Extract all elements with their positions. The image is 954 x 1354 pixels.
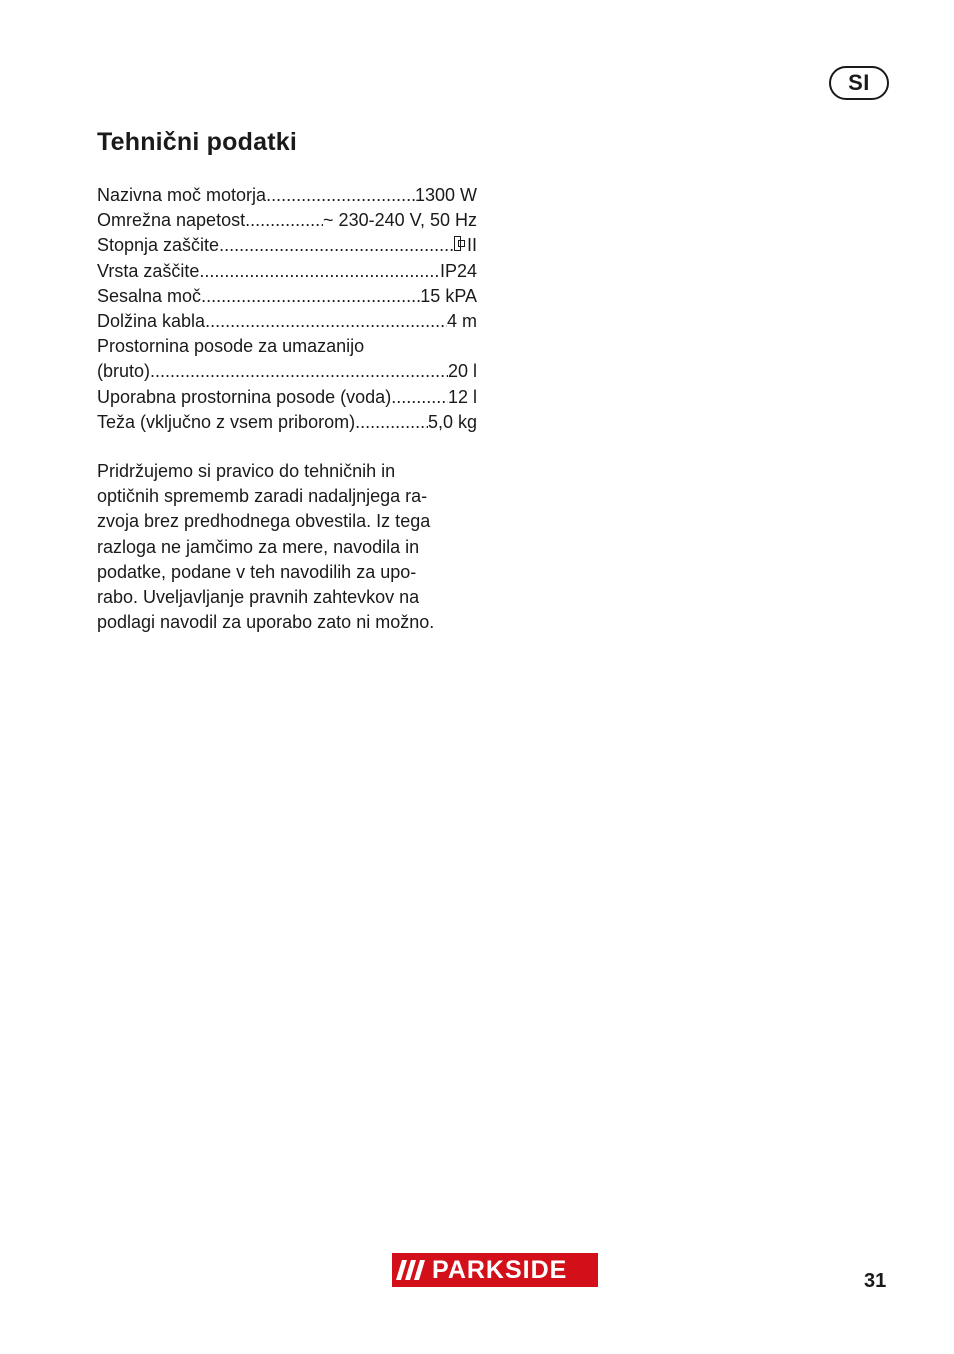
disclaimer-line: Pridržujemo si pravico do tehničnih in	[97, 461, 396, 481]
spec-row-protection-type	[97, 259, 477, 284]
spec-value: IP24	[439, 260, 477, 281]
disclaimer-line: podlagi navodil za uporabo zato ni možno.	[97, 612, 435, 633]
spec-value: 20 l	[447, 361, 477, 382]
page-number: 31	[864, 1270, 887, 1292]
language-badge: SI	[829, 66, 889, 100]
spec-label: (bruto)	[97, 361, 151, 382]
spec-value: 4 m	[446, 311, 477, 332]
spec-row-motor-power	[97, 183, 477, 208]
spec-row-usable-volume	[97, 385, 477, 410]
parkside-logo	[392, 1253, 598, 1287]
disclaimer-line: rabo. Uveljavljanje pravnih zahtevkov na	[97, 587, 420, 608]
spec-label: Teža (vključno z vsem priborom)	[97, 411, 356, 432]
logo-stripes-icon	[392, 1253, 430, 1287]
spec-label: Vrsta zaščite	[97, 260, 200, 281]
disclaimer-line: optičnih sprememb zaradi nadaljnjega ra-	[97, 486, 428, 507]
disclaimer-line: zvoja brez predhodnega obvestila. Iz tega	[97, 511, 431, 532]
logo-text: PARKSIDE	[432, 1255, 568, 1284]
spec-label: Prostornina posode za umazanijo	[97, 336, 365, 357]
spec-row-cable-length	[97, 309, 477, 334]
spec-label: Dolžina kabla	[97, 311, 206, 332]
disclaimer-line: podatke, podane v teh navodilih za upo-	[97, 561, 417, 582]
spec-label: Stopnja zaščite	[97, 235, 220, 256]
spec-row-container-volume	[97, 359, 477, 384]
spec-row-container-volume-heading	[97, 334, 477, 359]
spec-label: Omrežna napetost	[97, 210, 246, 231]
spec-value: 1300 W	[414, 185, 477, 205]
spec-row-protection-class	[97, 233, 477, 258]
disclaimer-paragraph	[97, 459, 487, 635]
page-title: Tehnični podatki	[97, 128, 297, 156]
spec-label: Nazivna moč motorja	[97, 185, 267, 205]
technical-specs	[97, 183, 477, 435]
spec-value: 12 l	[447, 386, 477, 407]
spec-value: ~ 230-240 V, 50 Hz	[323, 210, 477, 231]
spec-value: 5,0 kg	[427, 411, 477, 432]
protection-class-ii-icon	[454, 236, 461, 251]
spec-row-suction-power	[97, 284, 477, 309]
spec-row-weight	[97, 410, 477, 435]
spec-row-voltage	[97, 208, 477, 233]
spec-value: II	[466, 235, 477, 256]
spec-label: Uporabna prostornina posode (voda)	[97, 386, 392, 407]
spec-value: 15 kPA	[420, 285, 477, 306]
disclaimer-line: razloga ne jamčimo za mere, navodila in	[97, 536, 420, 557]
spec-label: Sesalna moč	[97, 285, 202, 306]
